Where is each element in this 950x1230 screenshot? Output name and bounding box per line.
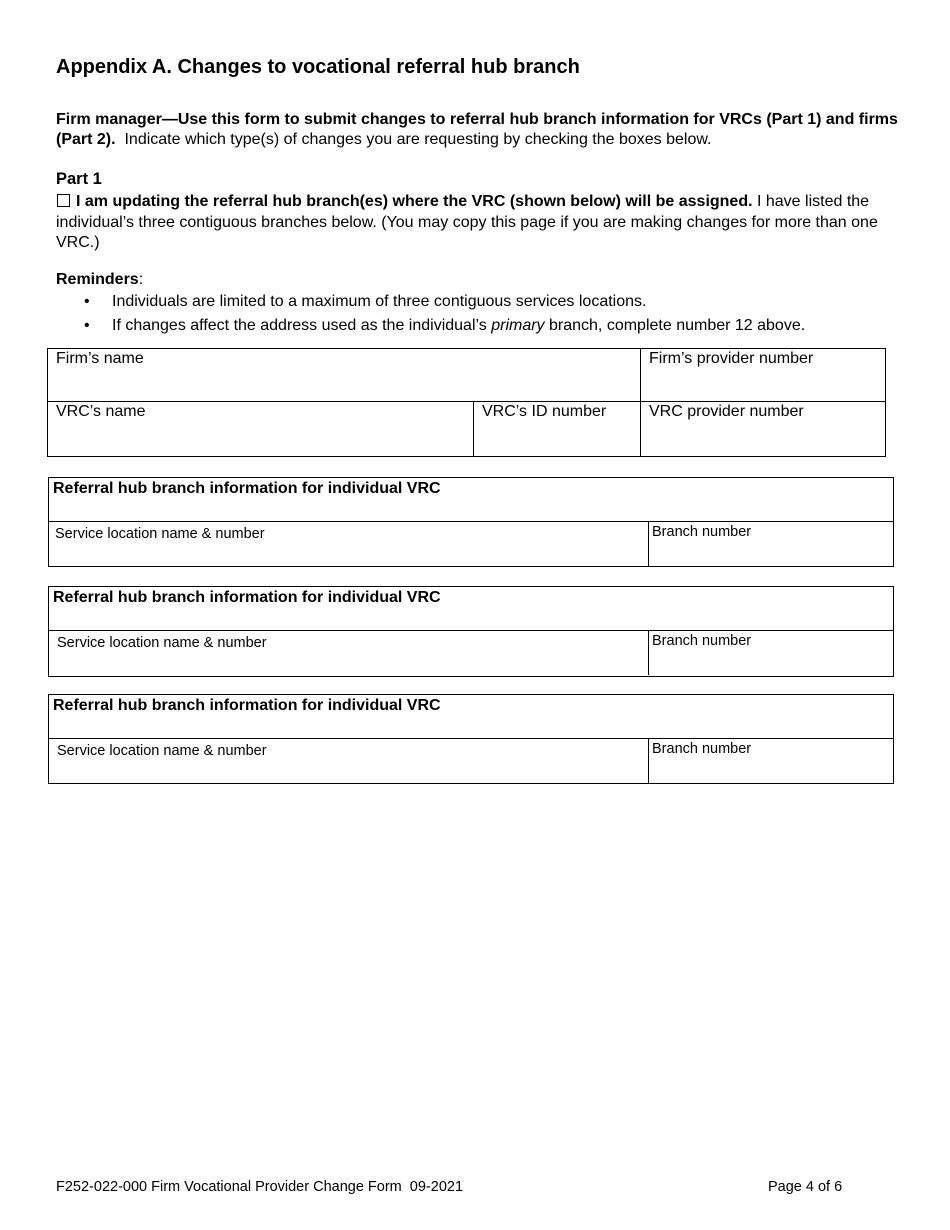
branch-number-label: Branch number bbox=[652, 741, 752, 757]
firm-vrc-table bbox=[47, 348, 886, 457]
intro-bold-text: Firm manager—Use this form to submit changes to referral hub branch information for VRCs (Part 1) and firms (Part 2). bbox=[56, 111, 898, 148]
update-branch-checkbox[interactable] bbox=[57, 194, 70, 207]
page-title: Appendix A. Changes to vocational referral hub branch bbox=[56, 56, 580, 78]
service-location-field[interactable] bbox=[49, 739, 649, 783]
reminders-label: Reminders bbox=[56, 271, 139, 288]
hub-table-heading bbox=[49, 695, 893, 739]
branch-number-field[interactable] bbox=[649, 522, 893, 566]
reminders-colon: : bbox=[138, 271, 144, 288]
reminder-item-2-italic: primary bbox=[491, 316, 545, 334]
vrc-id-number-field[interactable] bbox=[474, 402, 641, 456]
hub-table-heading-text: Referral hub branch information for individual VRC bbox=[53, 480, 441, 497]
service-location-label: Service location name & number bbox=[55, 526, 265, 542]
footer-page-number: Page 4 of 6 bbox=[768, 1179, 843, 1195]
reminder-item bbox=[84, 316, 904, 336]
intro-text: Indicate which type(s) of changes you are requesting by checking the boxes below. bbox=[124, 131, 712, 148]
part1-heading: Part 1 bbox=[56, 170, 102, 188]
service-location-field[interactable] bbox=[49, 631, 649, 675]
branch-number-label: Branch number bbox=[652, 633, 752, 649]
vrc-id-number-label: VRC’s ID number bbox=[482, 403, 607, 420]
hub-branch-table-1 bbox=[48, 477, 894, 567]
part1-checkbox-label: I am updating the referral hub branch(es) where the VRC (shown below) will be assigned. bbox=[76, 193, 753, 210]
part1-checkbox-row bbox=[56, 192, 906, 254]
service-location-field[interactable] bbox=[49, 522, 649, 566]
vrc-provider-number-label: VRC provider number bbox=[649, 403, 804, 420]
hub-branch-table-3 bbox=[48, 694, 894, 784]
firm-provider-number-label: Firm’s provider number bbox=[649, 350, 814, 367]
hub-table-heading bbox=[49, 478, 893, 522]
hub-table-heading-text: Referral hub branch information for individual VRC bbox=[53, 697, 441, 714]
reminder-item-1-text: Individuals are limited to a maximum of three contiguous services locations. bbox=[112, 293, 647, 310]
footer-form-id: F252-022-000 Firm Vocational Provider Change Form 09-2021 bbox=[56, 1179, 464, 1195]
reminders-list bbox=[84, 292, 904, 339]
branch-number-label: Branch number bbox=[652, 524, 752, 540]
reminder-item bbox=[84, 292, 904, 312]
vrc-provider-number-field[interactable] bbox=[641, 402, 885, 456]
firm-name-label: Firm’s name bbox=[56, 350, 144, 367]
service-location-label: Service location name & number bbox=[57, 635, 267, 651]
branch-number-field[interactable] bbox=[649, 631, 893, 675]
hub-table-heading bbox=[49, 587, 893, 631]
reminders-heading bbox=[56, 271, 143, 289]
reminder-item-2-after: branch, complete number 12 above. bbox=[544, 316, 806, 334]
hub-table-heading-text: Referral hub branch information for individual VRC bbox=[53, 589, 441, 606]
intro-paragraph bbox=[56, 110, 906, 150]
firm-provider-number-field[interactable] bbox=[641, 349, 885, 402]
reminder-item-2-before: If changes affect the address used as the individual’s bbox=[112, 316, 492, 334]
vrc-name-field[interactable] bbox=[48, 402, 474, 456]
service-location-label: Service location name & number bbox=[57, 743, 267, 759]
hub-branch-table-2 bbox=[48, 586, 894, 677]
part1-checkbox-description: I have listed the individual’s three contiguous branches below. (You may copy this page if you are making changes for more than one VRC.) bbox=[56, 193, 878, 251]
branch-number-field[interactable] bbox=[649, 739, 893, 783]
vrc-name-label: VRC’s name bbox=[56, 403, 146, 420]
firm-name-field[interactable] bbox=[48, 349, 641, 402]
